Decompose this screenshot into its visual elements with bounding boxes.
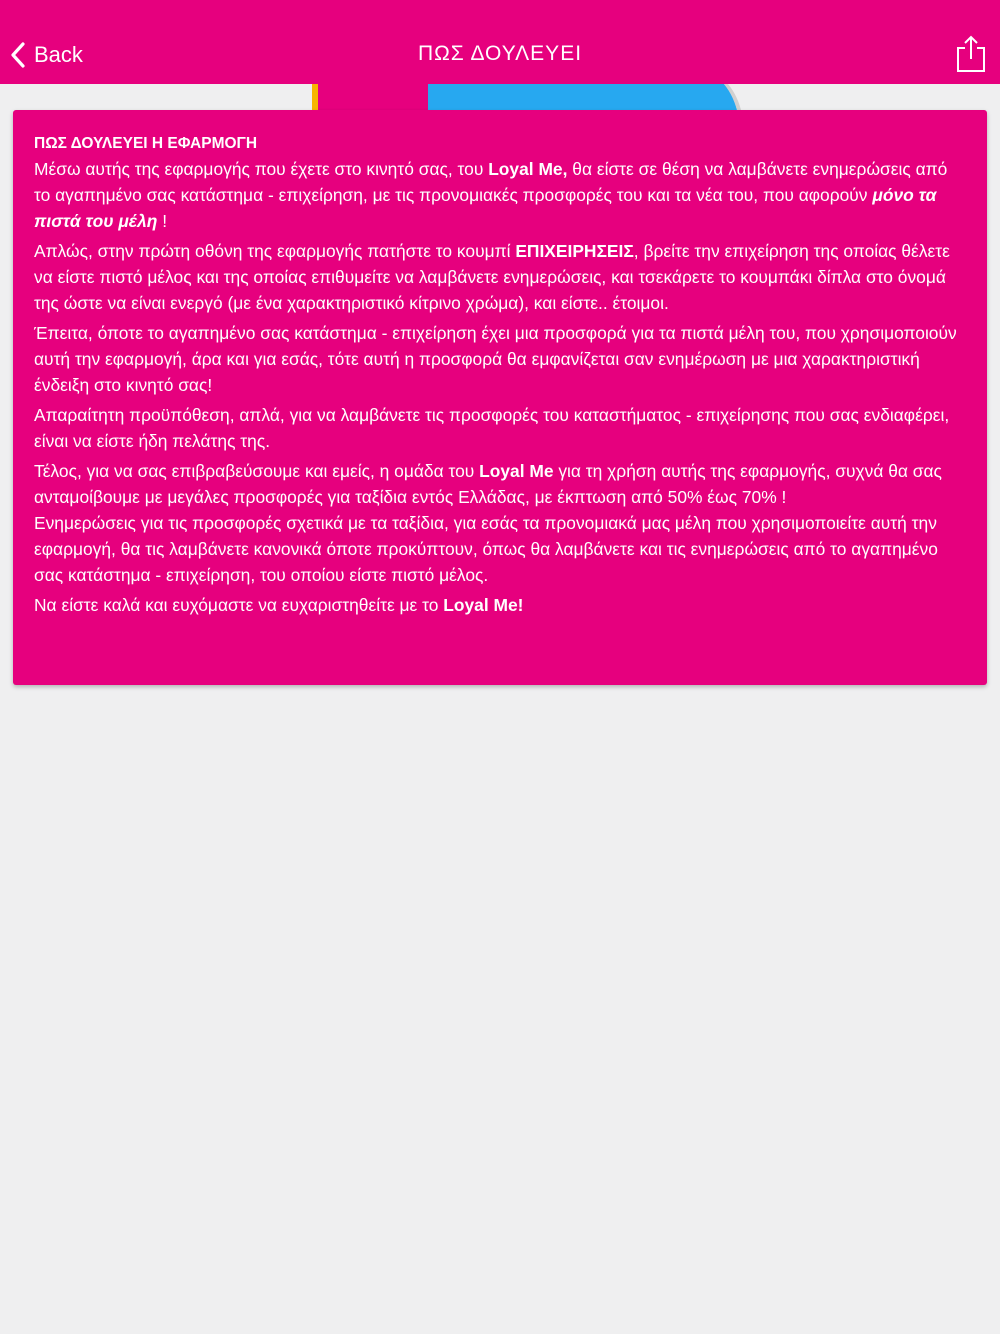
app-name: Loyal Me [479, 461, 554, 481]
app-name: Loyal Me, [488, 159, 568, 179]
paragraph-requirement: Απαραίτητη προϋπόθεση, απλά, για να λαμβάνετε τις προσφορές του καταστήματος - επιχείρησης που σας ενδιαφέρει, είναι να είστε ήδη πελάτης της. [34, 405, 950, 451]
emphasis-text: μόνο τα πιστά του μέλη [34, 185, 937, 231]
share-icon [954, 61, 988, 78]
paragraph-rewards [34, 458, 967, 510]
paragraph-travel-updates: Ενημερώσεις για τις προσφορές σχετικά με τα ταξίδια, για εσάς τα προνομιακά μας μέλη που χρησιμοποιείτε αυτή την εφαρμογή, θα τις λαμβάνετε κανονικά όποτε προκύπτουν, όπως θα λαμβάνετε και τις ενημερώσεις από το αγαπημένο σας κατάστημα - επιχείρηση, του οποίου είστε πιστό μέλος. [34, 513, 938, 585]
paragraph-closing [34, 592, 967, 618]
back-label: Back [34, 42, 83, 67]
paragraph-intro [34, 156, 967, 234]
page-title: ΠΩΣ ΔΟΥΛΕΥΕΙ [417, 42, 583, 65]
text-run: ! [157, 211, 168, 231]
content-heading: ΠΩΣ ΔΟΥΛΕΥΕΙ Η ΕΦΑΡΜΟΓΗ [34, 135, 258, 152]
text-run: Να είστε καλά και ευχόμαστε να ευχαριστηθείτε με το [34, 595, 444, 615]
paragraph-offers: Έπειτα, όποτε το αγαπημένο σας κατάστημα - επιχείρηση έχει μια προσφορά για τα πιστά μέλη του, που χρησιμοποιούν αυτή την εφαρμογή, άρα και για εσάς, τότε αυτή η προσφορά θα εμφανίζεται σαν ενημέρωση με μια χαρακτηριστική ένδειξη στο κινητό σας! [34, 323, 957, 395]
how-it-works-card [13, 110, 987, 685]
share-button[interactable] [954, 34, 988, 74]
text-run: Απλώς, στην πρώτη οθόνη της εφαρμογής πατήστε το κουμπί [34, 241, 516, 261]
navigation-bar [0, 0, 1000, 84]
text-run: Μέσω αυτής της εφαρμογής που έχετε στο κινητό σας, του [34, 159, 489, 179]
text-run: για τη χρήση αυτής της εφαρμογής, συχνά θα σας ανταμοίβουμε με μεγάλες προσφορές για ταξίδια εντός Ελλάδας, με έκπτωση από 50% έως 70% ! [34, 461, 942, 507]
paragraph-instructions [34, 238, 967, 316]
businesses-button-mention: ΕΠΙΧΕΙΡΗΣΕΙΣ [515, 241, 634, 261]
text-run: θα είστε σε θέση να λαμβάνετε ενημερώσεις από το αγαπημένο σας κατάστημα - επιχείρηση, με τις προνομιακές προσφορές του και τα νέα του, που αφορούν [34, 159, 948, 205]
text-run: Τέλος, για να σας επιβραβεύσουμε και εμείς, η ομάδα του [34, 461, 480, 481]
text-run: , βρείτε την επιχείρηση της οποίας θέλετε να είστε πιστό μέλος και της οποίας επιθυμείτε να λαμβάνετε ενημερώσεις, και τσεκάρετε το κουμπάκι δίπλα στο όνομά της ώστε να είναι ενεργό (με ένα χαρακτηριστικό κίτρινο χρώμα), και είστε.. έτοιμοι. [34, 241, 950, 313]
app-name: Loyal Me! [443, 595, 524, 615]
